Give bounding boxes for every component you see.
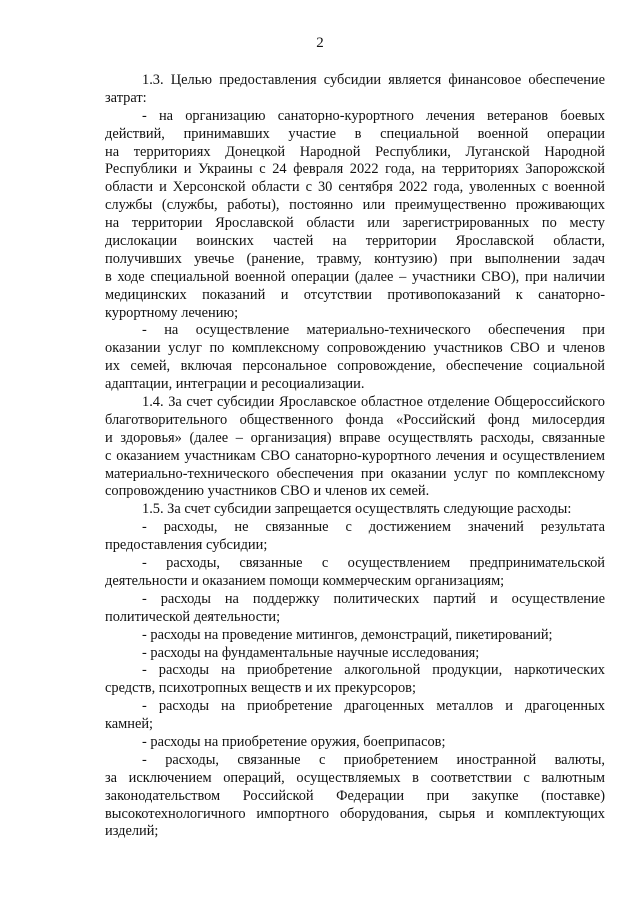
paragraph-p1-5-item7	[105, 698, 605, 734]
text-line: - расходы на поддержку политических партий и осуществление	[142, 590, 605, 607]
text-line: законодательством Российской Федерации при закупке (поставке)	[105, 787, 605, 804]
text-line: - расходы, связанные с осуществлением предпринимательской	[142, 555, 605, 572]
text-line: адаптации, интеграции и ресоциализации.	[105, 376, 365, 393]
text-line: деятельности и оказанием помощи коммерческим организациям;	[105, 572, 505, 589]
paragraph-p1-5-item1	[105, 519, 605, 555]
text-line: камней;	[105, 716, 154, 733]
text-line: - расходы на проведение митингов, демонстраций, пикетирований;	[142, 626, 553, 643]
text-line: сопровождению участников СВО и членов их семей.	[105, 483, 430, 500]
text-line: на территориях Донецкой Народной Республики, Луганской Народной	[105, 143, 605, 160]
text-line: службы (службы, работы), постоянно или преимущественно проживающих	[105, 197, 605, 214]
paragraph-p1-5-item6	[105, 662, 605, 698]
paragraph-p1-5-item5	[105, 645, 605, 663]
text-line: и здоровья» (далее – организация) вправе осуществлять расходы, связанные	[105, 429, 605, 446]
text-line: медицинских показаний и отсутствии противопоказаний к санаторно-	[105, 286, 605, 303]
text-line: - расходы, связанные с приобретением иностранной валюты,	[142, 751, 605, 768]
text-line: 1.3. Целью предоставления субсидии является финансовое обеспечение	[142, 72, 605, 88]
text-line: 1.4. За счет субсидии Ярославское областное отделение Общероссийского	[142, 394, 605, 411]
text-line: в ходе специальной военной операции (далее – участники СВО), при наличии	[105, 268, 605, 285]
paragraph-p1-5-item9	[105, 752, 605, 841]
text-line: дислокации воинских частей на территории Ярославской области,	[105, 233, 605, 250]
text-line: - на организацию санаторно-курортного лечения ветеранов боевых	[142, 107, 605, 124]
text-line: оказании услуг по комплексному сопровождению участников СВО и членов	[105, 340, 605, 357]
text-line: за исключением операций, осуществляемых в соответствии с валютным	[105, 769, 605, 786]
text-line: изделий;	[105, 823, 159, 840]
text-line: Республики и Украины с 24 февраля 2022 года, на территориях Запорожской	[105, 161, 605, 178]
text-line: курортному лечению;	[105, 304, 239, 321]
paragraph-p1-5	[105, 501, 605, 519]
text-line: - расходы на приобретение оружия, боеприпасов;	[142, 733, 446, 750]
text-line: материально-технического обеспечения при оказании услуг по комплексному	[105, 465, 605, 482]
paragraph-p1-5-item3	[105, 591, 605, 627]
text-line: - расходы на фундаментальные научные исследования;	[142, 644, 480, 661]
page-number: 2	[316, 35, 324, 51]
text-line: действий, принимавших участие в специальной военной операции	[105, 125, 605, 142]
paragraph-p1-4	[105, 394, 605, 501]
text-line: - расходы на приобретение драгоценных металлов и драгоценных	[142, 698, 605, 715]
paragraph-p1-3-item1	[105, 108, 605, 323]
paragraph-p1-5-item2	[105, 555, 605, 591]
text-line: получивших увечье (ранение, травму, контузию) при выполнении задач	[105, 250, 605, 267]
text-line: с оказанием участникам СВО санаторно-курортного лечения и осуществлением	[105, 447, 605, 464]
paragraph-p1-3-item2	[105, 322, 605, 394]
text-line: затрат:	[105, 89, 147, 106]
text-line: - расходы, не связанные с достижением значений результата	[142, 519, 605, 536]
text-line: средств, психотропных веществ и их прекурсоров;	[105, 680, 416, 697]
paragraph-p1-5-item4	[105, 627, 605, 645]
text-line: 1.5. За счет субсидии запрещается осуществлять следующие расходы:	[142, 501, 572, 518]
document-body	[105, 72, 605, 841]
text-line: на территории Ярославской области или зарегистрированных по месту	[105, 215, 605, 232]
text-line: предоставления субсидии;	[105, 537, 268, 554]
paragraph-p1-5-item8	[105, 734, 605, 752]
text-line: их семей, включая персональное сопровождение, обеспечение социальной	[105, 358, 605, 375]
text-line: политической деятельности;	[105, 608, 281, 625]
paragraph-p1-3	[105, 72, 605, 108]
text-line: - расходы на приобретение алкогольной продукции, наркотических	[142, 662, 605, 679]
text-line: благотворительного общественного фонда «Российский фонд милосердия	[105, 411, 605, 428]
text-line: области и Херсонской области с 30 сентября 2022 года, уволенных с военной	[105, 179, 605, 196]
text-line: высокотехнологичного импортного оборудования, сырья и комплектующих	[105, 805, 605, 822]
text-line: - на осуществление материально-технического обеспечения при	[142, 322, 605, 339]
